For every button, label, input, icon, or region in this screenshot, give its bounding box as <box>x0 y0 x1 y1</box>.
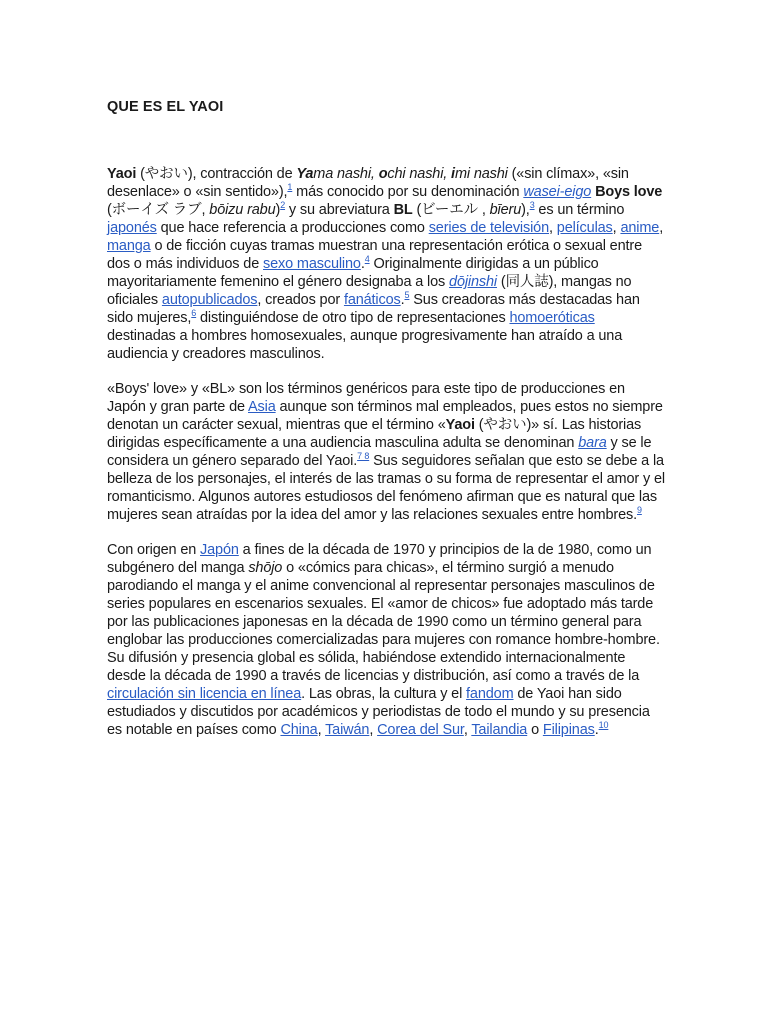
link-fandom[interactable]: fandom <box>466 686 514 702</box>
text: (同人誌), mangas no oficiales <box>107 274 632 308</box>
term-boys-love: Boys love <box>595 184 663 200</box>
text: o de ficción cuyas tramas muestran una representación erótica o sexual entre dos o más individuos de <box>107 238 642 272</box>
link-japon[interactable]: Japón <box>200 542 239 558</box>
paragraph-1 <box>107 165 667 363</box>
ref-link-5[interactable]: 5 <box>404 290 410 301</box>
link-sexo-masculino[interactable]: sexo masculino <box>263 256 361 272</box>
text: , <box>612 220 621 236</box>
link-peliculas[interactable]: películas <box>556 220 613 236</box>
link-series-de-television[interactable]: series de televisión <box>428 220 550 236</box>
text: ) <box>275 202 281 218</box>
link-tailandia[interactable]: Tailandia <box>471 722 528 738</box>
text-italic: shōjo <box>248 560 283 576</box>
link-dojinshi[interactable]: dōjinshi <box>449 274 498 290</box>
paragraph-3 <box>107 541 667 739</box>
text-italic: ma nashi, <box>313 166 379 182</box>
text: . Las obras, la cultura y el <box>301 686 467 702</box>
link-homoeroticas[interactable]: homoeróticas <box>509 310 595 326</box>
link-wasei-eigo[interactable]: wasei-eigo <box>523 184 592 200</box>
ref-link-4[interactable]: 4 <box>364 254 370 265</box>
term-bl: BL <box>393 202 413 218</box>
text: («sin clímax», «sin desenlace» o «sin sentido»), <box>107 166 629 200</box>
text: de Yaoi han sido estudiados y discutidos por académicos y periodistas de todo el mundo y su presencia es notable en países como <box>107 686 650 738</box>
text: , <box>317 722 326 738</box>
ref-link-9[interactable]: 9 <box>636 505 642 516</box>
text: Sus seguidores señalan que esto se debe a la belleza de los personajes, el interés de las tramas o su forma de representar el amor y el romanticismo. Algunos autores estudiosos del fenómeno afirman que es natural que las mujeres sean atraídas por la idea del amor y las relaciones sexuales entre hombres. <box>107 453 665 523</box>
text: «Boys' love» y «BL» son los términos genéricos para este tipo de producciones en Japón y gran parte de <box>107 381 625 415</box>
text: que hace referencia a producciones como <box>156 220 429 236</box>
text-italic: bīeru <box>489 202 522 218</box>
text: aunque son términos mal empleados, pues estos no siempre denotan un carácter sexual, mientras que el término « <box>107 399 663 433</box>
text: o <box>527 722 543 738</box>
text-italic: mi nashi <box>454 166 508 182</box>
text-italic: chi nashi, <box>387 166 452 182</box>
ref-link-7-8[interactable]: 7 8 <box>357 451 370 462</box>
text: . <box>400 292 405 308</box>
ref-link-2[interactable]: 2 <box>280 200 286 211</box>
text-emph: i <box>451 166 455 182</box>
ref-link-10[interactable]: 10 <box>598 720 609 731</box>
text: a fines de la década de 1970 y principios de la de 1980, como un subgénero del manga <box>107 542 652 576</box>
link-taiwan[interactable]: Taiwán <box>325 722 370 738</box>
text: (ボーイズ ラブ, <box>107 202 210 218</box>
text-italic: bōizu rabu <box>209 202 276 218</box>
document-body <box>107 99 667 756</box>
text: Con origen en <box>107 542 201 558</box>
text: , <box>659 220 664 236</box>
text: Sus creadoras más destacadas han sido mujeres, <box>107 292 640 326</box>
text: (やおい), contracción de <box>136 166 297 182</box>
text: y su abreviatura <box>285 202 394 218</box>
text: y se le considera un género separado del Yaoi. <box>107 435 652 469</box>
text: , <box>549 220 557 236</box>
link-asia[interactable]: Asia <box>248 399 276 415</box>
text: , <box>463 722 472 738</box>
link-autopublicados[interactable]: autopublicados <box>161 292 258 308</box>
link-japones[interactable]: japonés <box>107 220 157 236</box>
text: (ビーエル , <box>412 202 490 218</box>
link-filipinas[interactable]: Filipinas <box>542 722 595 738</box>
term-yaoi: Yaoi <box>107 166 137 182</box>
ref-link-6[interactable]: 6 <box>191 308 197 319</box>
term-yaoi: Yaoi <box>445 417 475 433</box>
text: , <box>369 722 378 738</box>
text: , creados por <box>257 292 344 308</box>
text: o «cómics para chicas», el término surgió a menudo parodiando el manga y el anime convencional al representar personajes masculinos de series populares en escenarios sexuales. El «amor de chicos» fue adoptado más tarde por las publicaciones japonesas en la década de 1990 como un término general para englobar las producciones comercializadas para mujeres con romance hombre-hombre. Su difusión y presencia global es sólida, habiéndose extendido internacionalmente desde la década de 1990 a través de licencias y distribución, así como a través de la <box>107 560 660 684</box>
text: destinadas a hombres homosexuales, aunque progresivamente han atraído a una audiencia y creadores masculinos. <box>107 328 623 362</box>
link-manga[interactable]: manga <box>107 238 151 254</box>
link-circulacion-sin-licencia[interactable]: circulación sin licencia en línea <box>107 686 302 702</box>
paragraph-2 <box>107 380 667 524</box>
text-emph: o <box>378 166 388 182</box>
text-emph: Ya <box>296 166 314 182</box>
ref-link-1[interactable]: 1 <box>287 182 293 193</box>
link-bara[interactable]: bara <box>578 435 607 451</box>
link-fanaticos[interactable]: fanáticos <box>343 292 401 308</box>
text: (やおい)» sí. Las historias dirigidas específicamente a una audiencia masculina adulta se denominan <box>107 417 642 451</box>
text: . <box>360 256 365 272</box>
text: . <box>594 722 599 738</box>
document-title: QUE ES EL YAOI <box>107 99 224 115</box>
text: Originalmente dirigidas a un público mayoritariamente femenino el género designaba a los <box>107 256 599 290</box>
link-china[interactable]: China <box>280 722 318 738</box>
text: distinguiéndose de otro tipo de representaciones <box>196 310 510 326</box>
link-anime[interactable]: anime <box>620 220 660 236</box>
text: ), <box>521 202 530 218</box>
link-corea-del-sur[interactable]: Corea del Sur <box>377 722 464 738</box>
text: más conocido por su denominación <box>292 184 524 200</box>
ref-link-3[interactable]: 3 <box>529 200 535 211</box>
text: es un término <box>534 202 625 218</box>
